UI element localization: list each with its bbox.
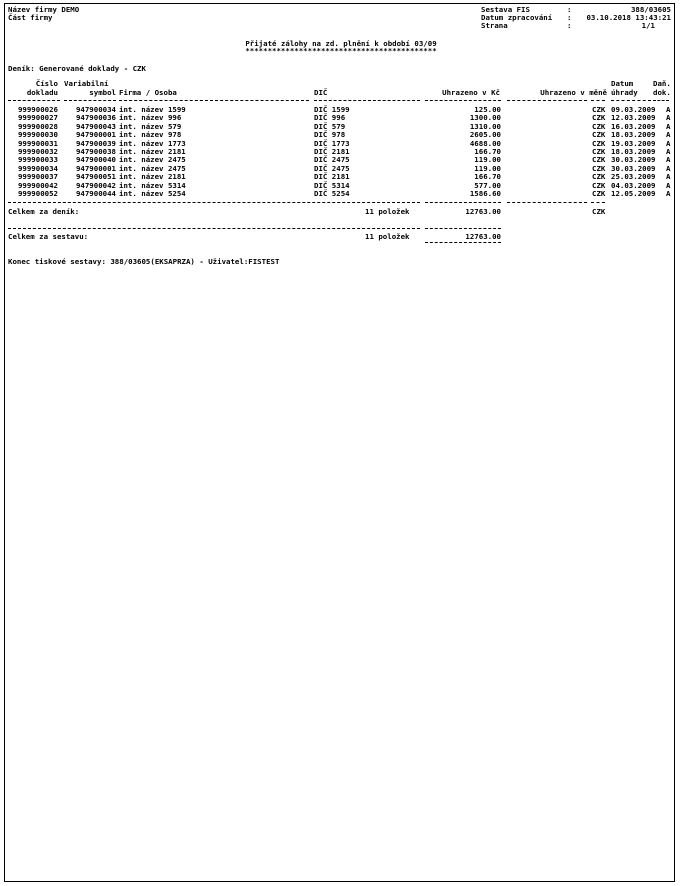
col-doc-number-2: dokladu — [26, 88, 58, 97]
separator-firm — [119, 100, 309, 101]
cell-tax-doc: A — [666, 180, 671, 190]
cell-doc-number: 999900052 — [17, 189, 58, 198]
separator-doc — [8, 100, 60, 101]
col-var-symbol-1: Variabilní — [64, 79, 109, 88]
cell-tax-doc: A — [666, 130, 671, 140]
cell-var-symbol: 947900040 — [75, 155, 116, 165]
cell-tax-doc: A — [666, 172, 671, 182]
cell-doc-number: 999900028 — [17, 121, 58, 131]
page-label: Strana — [481, 21, 508, 30]
col-date-2: úhrady — [611, 88, 638, 97]
cell-doc-number: 999900026 — [17, 105, 58, 114]
separator-cur — [591, 100, 605, 101]
cell-tax-doc: A — [666, 138, 671, 148]
cell-date: 19.03.2009 — [611, 138, 656, 148]
cell-paid-czk: 119.00 — [474, 163, 501, 173]
col-tax-1: Daň. — [653, 79, 671, 88]
company-name: Název firmy DEMO — [8, 5, 80, 14]
cell-date: 04.03.2009 — [611, 180, 656, 190]
separator-dic — [314, 100, 420, 101]
cell-firm: int. název 2181 — [119, 147, 186, 156]
col-var-symbol-2: symbol — [89, 88, 116, 97]
title-underline-stars: ******************************************* — [245, 46, 437, 55]
cell-paid-czk: 1300.00 — [469, 113, 501, 123]
cell-var-symbol: 947900043 — [75, 121, 116, 131]
cell-date: 16.03.2009 — [611, 121, 656, 131]
journal-total-label: Celkem za deník: — [8, 207, 80, 216]
report-title: Přijaté zálohy na zd. plnění k období 03/09 — [245, 39, 437, 48]
cell-tax-doc: A — [666, 121, 671, 131]
separator-cur-amount — [507, 100, 587, 101]
report-total-separator-czk — [425, 228, 501, 229]
cell-date: 09.03.2009 — [611, 105, 656, 114]
cell-dic: DIČ 2181 — [314, 147, 350, 156]
cell-firm: int. název 1599 — [119, 105, 186, 114]
report-number: 388/03605 — [630, 5, 671, 14]
cell-currency: CZK — [592, 105, 606, 114]
cell-var-symbol: 947900051 — [75, 172, 116, 182]
processed-colon: : — [567, 13, 572, 22]
col-paid-currency: Uhrazeno v měně — [540, 88, 607, 97]
cell-dic: DIČ 5314 — [314, 180, 350, 190]
cell-dic: DIČ 1773 — [314, 138, 350, 148]
cell-date: 30.03.2009 — [611, 163, 656, 173]
cell-firm: int. název 2181 — [119, 172, 186, 182]
cell-var-symbol: 947900038 — [75, 147, 116, 156]
cell-dic: DIČ 1599 — [314, 105, 350, 114]
cell-date: 18.03.2009 — [611, 130, 656, 140]
report-total-count: 11 položek — [365, 232, 410, 241]
page-colon: : — [567, 21, 572, 30]
cell-date: 18.03.2009 — [611, 147, 656, 156]
cell-tax-doc: A — [666, 113, 671, 123]
cell-currency: CZK — [592, 130, 606, 140]
cell-firm: int. název 978 — [119, 130, 182, 140]
col-tax-2: dok. — [653, 88, 671, 97]
cell-doc-number: 999900032 — [17, 147, 58, 156]
separator-date — [611, 100, 651, 101]
cell-currency: CZK — [592, 163, 606, 173]
cell-var-symbol: 947900044 — [75, 189, 116, 198]
processed-datetime: 03.10.2018 13:43:21 — [586, 13, 671, 22]
cell-doc-number: 999900042 — [17, 180, 58, 190]
rows-bottom-separator-curcode — [591, 202, 605, 203]
cell-dic: DIČ 996 — [314, 113, 346, 123]
cell-var-symbol: 947900039 — [75, 138, 116, 148]
cell-firm: int. název 5254 — [119, 189, 186, 198]
cell-currency: CZK — [592, 180, 606, 190]
cell-dic: DIČ 2475 — [314, 155, 350, 165]
cell-firm: int. název 5314 — [119, 180, 186, 190]
cell-firm: int. název 2475 — [119, 163, 186, 173]
report-page — [4, 3, 675, 882]
cell-doc-number: 999900033 — [17, 155, 58, 165]
cell-firm: int. název 996 — [119, 113, 182, 123]
cell-doc-number: 999900034 — [17, 163, 58, 173]
cell-currency: CZK — [592, 189, 606, 198]
cell-tax-doc: A — [666, 105, 671, 114]
cell-dic: DIČ 2475 — [314, 163, 350, 173]
rows-bottom-separator-czk — [425, 202, 501, 203]
col-firm: Firma / Osoba — [119, 88, 177, 97]
cell-paid-czk: 166.70 — [474, 147, 501, 156]
cell-doc-number: 999900031 — [17, 138, 58, 148]
cell-paid-czk: 119.00 — [474, 155, 501, 165]
cell-paid-czk: 2605.00 — [469, 130, 501, 140]
cell-currency: CZK — [592, 113, 606, 123]
cell-paid-czk: 125.00 — [474, 105, 501, 114]
col-date-1: Datum — [611, 79, 634, 88]
cell-var-symbol: 947900034 — [75, 105, 116, 114]
cell-currency: CZK — [592, 172, 606, 182]
cell-currency: CZK — [592, 155, 606, 165]
report-end-line: Konec tiskové sestavy: 388/03605(EKSAPRZA) - Uživatel:FISTEST — [8, 257, 280, 266]
cell-currency: CZK — [592, 138, 606, 148]
cell-var-symbol: 947900036 — [75, 113, 116, 123]
cell-var-symbol: 947900042 — [75, 180, 116, 190]
cell-firm: int. název 579 — [119, 121, 182, 131]
cell-dic: DIČ 5254 — [314, 189, 350, 198]
cell-date: 12.03.2009 — [611, 113, 656, 123]
cell-date: 12.05.2009 — [611, 189, 656, 198]
cell-date: 25.03.2009 — [611, 172, 656, 182]
col-dic: DIČ — [314, 88, 328, 97]
cell-tax-doc: A — [666, 155, 671, 165]
separator-czk — [425, 100, 501, 101]
cell-doc-number: 999900027 — [17, 113, 58, 123]
cell-firm: int. název 2475 — [119, 155, 186, 165]
report-total-underline — [425, 242, 501, 243]
cell-currency: CZK — [592, 147, 606, 156]
cell-paid-czk: 4688.00 — [469, 138, 501, 148]
table-row — [5, 190, 676, 198]
separator-vs — [64, 100, 116, 101]
journal-total-count: 11 položek — [365, 207, 410, 216]
rows-bottom-separator-cur — [507, 202, 587, 203]
separator-tax — [653, 100, 669, 101]
report-label: Sestava FIS — [481, 5, 530, 14]
cell-doc-number: 999900030 — [17, 130, 58, 140]
cell-var-symbol: 947900001 — [75, 130, 116, 140]
cell-currency: CZK — [592, 121, 606, 131]
col-doc-number-1: Číslo — [35, 79, 58, 88]
cell-tax-doc: A — [666, 189, 671, 198]
cell-doc-number: 999900037 — [17, 172, 58, 182]
cell-paid-czk: 1586.60 — [469, 189, 501, 198]
cell-var-symbol: 947900001 — [75, 163, 116, 173]
cell-paid-czk: 166.70 — [474, 172, 501, 182]
report-total-sum: 12763.00 — [465, 232, 501, 241]
cell-tax-doc: A — [666, 163, 671, 173]
rows-bottom-separator-left — [8, 202, 420, 203]
company-part: Část firmy — [8, 13, 53, 22]
journal-heading: Deník: Generované doklady - CZK — [8, 64, 146, 73]
cell-dic: DIČ 978 — [314, 130, 346, 140]
processed-label: Datum zpracování — [481, 13, 553, 22]
cell-tax-doc: A — [666, 147, 671, 156]
page-number: 1/1 — [641, 21, 655, 30]
journal-total-currency: CZK — [592, 207, 606, 216]
report-total-separator-left — [8, 228, 420, 229]
cell-dic: DIČ 579 — [314, 121, 346, 131]
journal-total-sum: 12763.00 — [465, 207, 501, 216]
report-total-label: Celkem za sestavu: — [8, 232, 89, 241]
col-paid-czk: Uhrazeno v Kč — [442, 88, 500, 97]
cell-paid-czk: 1310.00 — [469, 121, 501, 131]
cell-firm: int. název 1773 — [119, 138, 186, 148]
cell-date: 30.03.2009 — [611, 155, 656, 165]
cell-dic: DIČ 2181 — [314, 172, 350, 182]
cell-paid-czk: 577.00 — [474, 180, 501, 190]
report-colon: : — [567, 5, 572, 14]
